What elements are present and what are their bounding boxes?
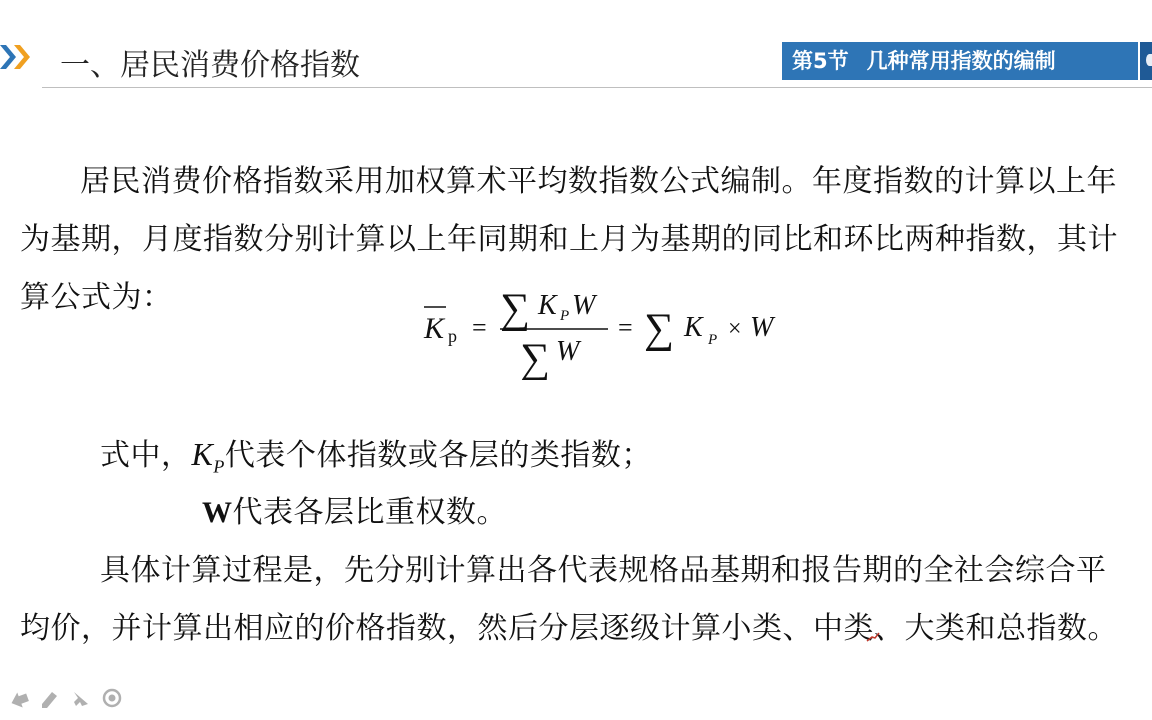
rhs-w: W [750,312,774,343]
section-title: 一、居民消费价格指数 [60,48,360,83]
sum-numerator: ∑ [500,286,530,332]
kp-description: 代表个体指数或各层的类指数； [224,438,652,473]
sum-rhs: ∑ [644,306,674,352]
pen-icon[interactable] [38,686,62,710]
paragraph-2-line-2: 均价，并计算出相应的价格指数，然后分层逐级计算小类、中类、大类和总指数。 [20,611,1118,646]
pointer-arrow-icon[interactable] [8,686,32,710]
kp-symbol: $K_P$ [191,436,225,477]
chapter-banner [782,42,1138,80]
w-description: 代表各层比重权数。 [232,495,507,530]
rhs-k: K [684,312,703,343]
times-sign: × [728,316,742,342]
sum-denominator: ∑ [520,336,550,380]
annotation-pen-mark [866,632,880,642]
paragraph-1-line-1: 居民消费价格指数采用加权算术平均数指数公式编制。年度指数的计算以上年 [80,164,1117,199]
rhs-sub: P [708,332,718,348]
numerator-k: K [538,290,557,321]
paragraph-1-line-2: 为基期，月度指数分别计算以上年同期和上月为基期的同比和环比两种指数，其计 [20,222,1118,257]
weighted-index-formula [420,280,800,380]
definition-w [202,487,507,531]
paragraph-1-line-3: 算公式为： [20,280,173,315]
chapter-title: 几种常用指数的编制 [866,49,1056,73]
eraser-icon[interactable] [68,686,92,710]
equals-1: = [472,313,487,342]
circle-menu-icon[interactable] [100,686,124,710]
slideshow-toolbar [8,686,128,710]
paragraph-2-line-1: 具体计算过程是，先分别计算出各代表规格品基期和报告期的全社会综合平 [100,553,1107,588]
lhs-k: K [424,312,445,345]
numerator-sub: P [560,308,570,324]
definition-kp [100,430,652,477]
chapter-number: 第5节 [792,49,849,73]
chevron-double-right-icon [0,41,40,73]
banner-edge [1140,42,1152,80]
equals-2: = [618,313,633,342]
where-prefix: 式中， [100,438,192,473]
denominator-w: W [556,336,580,367]
w-symbol: W [202,496,233,529]
lhs-subscript: p [448,326,457,346]
numerator-w: W [572,290,596,321]
header-divider [42,87,1152,88]
